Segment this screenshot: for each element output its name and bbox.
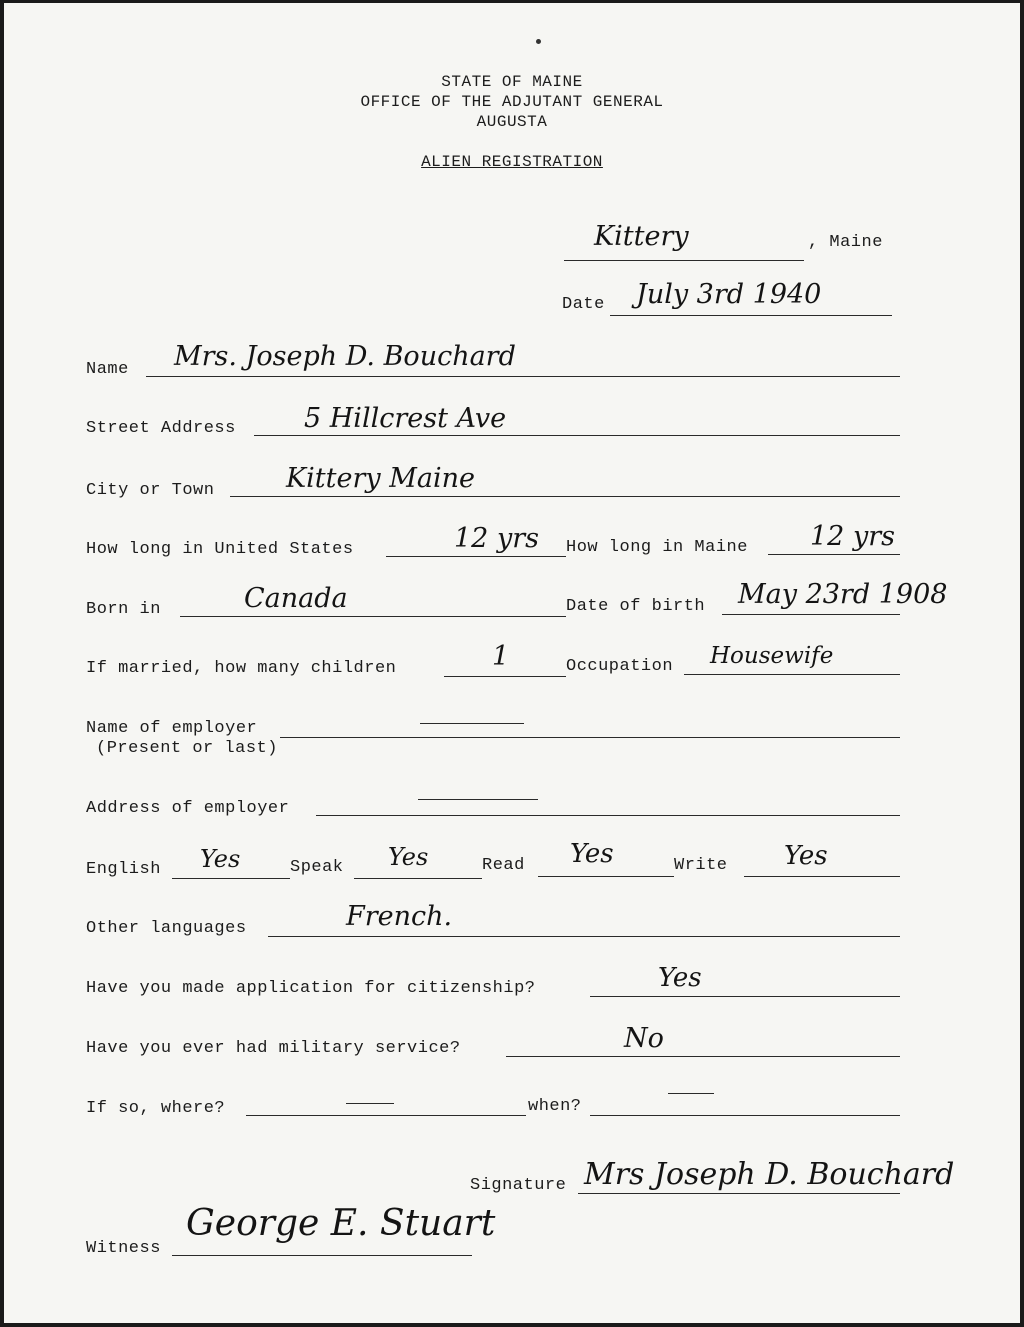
where-line <box>246 1115 526 1116</box>
street-label: Street Address <box>86 419 236 438</box>
citizenship-label: Have you made application for citizenship? <box>86 979 536 998</box>
dob-label: Date of birth <box>566 597 706 616</box>
occupation-label: Occupation <box>566 657 674 676</box>
employer-line <box>280 737 900 738</box>
children-line <box>444 676 566 677</box>
years-maine-value: 12 yrs <box>810 521 895 552</box>
city-line <box>230 496 900 497</box>
town-label: , Maine <box>808 233 883 252</box>
speak-label: Speak <box>290 858 344 877</box>
employer-dash <box>420 723 524 724</box>
employer-sublabel: (Present or last) <box>96 739 278 758</box>
street-line <box>254 435 900 436</box>
signature-value: Mrs Joseph D. Bouchard <box>584 1157 955 1192</box>
registration-form <box>4 3 1020 1323</box>
town-line <box>564 260 804 261</box>
speak-line <box>354 878 482 879</box>
years-us-value: 12 yrs <box>454 523 539 554</box>
city-label: City or Town <box>86 481 215 500</box>
header-city: AUGUSTA <box>476 113 548 131</box>
speak-value: Yes <box>388 843 429 871</box>
employer-label: Name of employer <box>86 719 258 738</box>
occupation-value: Housewife <box>710 643 834 669</box>
english-label: English <box>86 860 161 879</box>
military-line <box>506 1056 900 1057</box>
born-line <box>180 616 566 617</box>
header-state: STATE OF MAINE <box>441 73 583 91</box>
witness-value: George E. Stuart <box>186 1203 496 1244</box>
children-label: If married, how many children <box>86 659 397 678</box>
read-line <box>538 876 674 877</box>
citizenship-value: Yes <box>658 963 702 993</box>
military-value: No <box>624 1023 664 1054</box>
military-label: Have you ever had military service? <box>86 1039 461 1058</box>
languages-value: French. <box>346 901 453 932</box>
years-maine-line <box>768 554 900 555</box>
languages-line <box>268 936 900 937</box>
english-value: Yes <box>200 845 241 873</box>
date-line <box>610 315 892 316</box>
occupation-line <box>684 674 900 675</box>
name-label: Name <box>86 360 129 379</box>
city-value: Kittery Maine <box>286 463 475 494</box>
when-dash <box>668 1093 714 1094</box>
years-maine-label: How long in Maine <box>566 538 748 557</box>
witness-line <box>172 1255 472 1256</box>
paper-mark <box>536 39 541 44</box>
where-dash <box>346 1103 394 1104</box>
dob-value: May 23rd 1908 <box>738 579 948 610</box>
town-value: Kittery <box>594 221 689 252</box>
born-label: Born in <box>86 600 161 619</box>
years-us-line <box>386 556 566 557</box>
read-value: Yes <box>570 839 614 869</box>
dob-line <box>722 614 900 615</box>
witness-label: Witness <box>86 1239 161 1258</box>
english-line <box>172 878 290 879</box>
employer-address-line <box>316 815 900 816</box>
born-value: Canada <box>244 583 348 614</box>
form-title: ALIEN REGISTRATION <box>421 153 603 171</box>
languages-label: Other languages <box>86 919 247 938</box>
write-line <box>744 876 900 877</box>
where-label: If so, where? <box>86 1099 226 1118</box>
signature-label: Signature <box>470 1176 567 1195</box>
date-value: July 3rd 1940 <box>636 279 822 310</box>
employer-address-label: Address of employer <box>86 799 290 818</box>
when-label: when? <box>528 1097 582 1116</box>
employer-address-dash <box>418 799 538 800</box>
date-label: Date <box>562 295 605 314</box>
write-label: Write <box>674 856 728 875</box>
citizenship-line <box>590 996 900 997</box>
name-value: Mrs. Joseph D. Bouchard <box>174 341 516 372</box>
street-value: 5 Hillcrest Ave <box>304 403 507 434</box>
signature-line <box>578 1193 900 1194</box>
read-label: Read <box>482 856 525 875</box>
when-line <box>590 1115 900 1116</box>
years-us-label: How long in United States <box>86 540 354 559</box>
children-value: 1 <box>492 641 510 672</box>
name-line <box>146 376 900 377</box>
header-office: OFFICE OF THE ADJUTANT GENERAL <box>360 93 664 111</box>
write-value: Yes <box>784 841 828 871</box>
